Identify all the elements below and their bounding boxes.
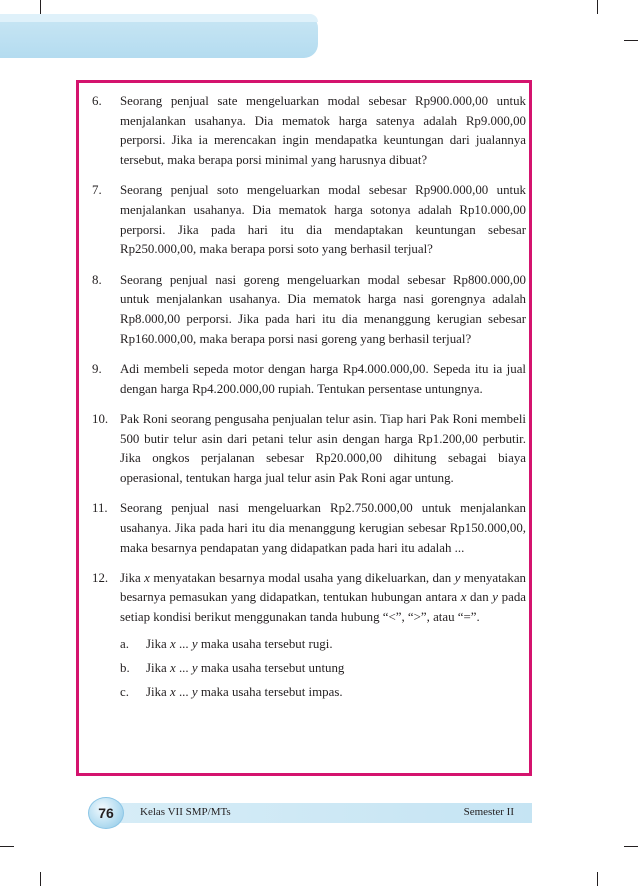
problem-number: 12. xyxy=(92,570,109,585)
problem-number: 7. xyxy=(92,183,102,198)
problem-text: Seorang penjual nasi goreng mengeluarkan modal sebesar Rp800.000,00 untuk menjalankan usahanya. Dia mematok harga nasi gorengnya adalah Rp8.000,00 perporsi. Jika pada hari itu dia menanggung kerugian sebesar Rp160.000,00, maka berapa porsi nasi goreng yang berhasil terjual? xyxy=(120,272,526,346)
problem-number: 10. xyxy=(92,411,109,426)
problem-item xyxy=(92,410,526,489)
sub-question xyxy=(120,634,526,654)
sub-question-text: ... xyxy=(175,660,192,675)
exercise-list xyxy=(92,92,526,706)
header-band-highlight xyxy=(0,14,318,22)
sub-question-text: maka usaha tersebut untung xyxy=(197,660,345,675)
problem-text-part: menyatakan besarnya pemasukan yang didapatkan, tentukan hubungan antara xyxy=(120,570,526,605)
problem-text: Adi membeli sepeda motor dengan harga Rp4.000.000,00. Sepeda itu ia jual dengan harga Rp4.200.000,00 rupiah. Tentukan persentase untungnya. xyxy=(120,361,526,396)
variable-y: y xyxy=(191,636,198,651)
sub-question-text: Jika xyxy=(146,660,170,675)
sub-question-text: ... xyxy=(175,636,192,651)
problem-text-part: Jika xyxy=(120,570,145,585)
variable-x: x xyxy=(460,590,467,605)
problem-number: 8. xyxy=(92,272,102,287)
sub-question-letter: c. xyxy=(120,684,129,699)
problem-item xyxy=(92,271,526,350)
problem-item xyxy=(92,181,526,260)
variable-y: y xyxy=(454,570,461,585)
problem-text xyxy=(120,569,526,706)
crop-mark xyxy=(624,40,638,41)
problem-number: 11. xyxy=(92,501,108,516)
variable-x: x xyxy=(170,636,176,651)
sub-question-list xyxy=(120,634,526,702)
sub-question-letter: b. xyxy=(120,660,130,675)
sub-question xyxy=(120,658,526,678)
sub-question-text: Jika xyxy=(146,636,170,651)
variable-y: y xyxy=(492,590,499,605)
footer-semester: Semester II xyxy=(463,806,514,818)
sub-question-text: Jika xyxy=(146,684,170,699)
problem-text: Seorang penjual nasi mengeluarkan Rp2.750.000,00 untuk menjalankan usahanya. Jika pada hari itu dia menanggung kerugian sebesar Rp150.000,00, maka besarnya pendapatan yang didapatkan pada hari itu adalah ... xyxy=(120,501,526,555)
problem-text: Pak Roni seorang pengusaha penjualan telur asin. Tiap hari Pak Roni membeli 500 butir telur asin dari petani telur asin dengan harga Rp1.200,00 perbutir. Jika ongkos perjalanan sebesar Rp20.000,00 dihitung sebagai biaya operasional, tentukan harga jual telur asin Pak Roni agar untung. xyxy=(120,411,526,485)
problem-text: Seorang penjual soto mengeluarkan modal sebesar Rp900.000,00 untuk menjalankan usahanya. Dia mematok harga sotonya adalah Rp10.000,00 perporsi. Jika pada hari itu dia mendaptakan keuntungan sebesar Rp250.000,00, maka berapa porsi soto yang berhasil terjual? xyxy=(120,183,526,257)
problem-item xyxy=(92,360,526,399)
crop-mark xyxy=(40,872,41,886)
problem-text-part: pada setiap kondisi berikut menggunakan tanda hubung “<”, “>”, atau “=”. xyxy=(120,590,526,625)
page-number: 76 xyxy=(88,797,124,829)
variable-y: y xyxy=(191,684,198,699)
variable-y: y xyxy=(191,660,198,675)
problem-item xyxy=(92,499,526,558)
sub-question-text: maka usaha tersebut rugi. xyxy=(197,636,333,651)
crop-mark xyxy=(597,0,598,14)
problem-text-part: dan xyxy=(466,590,493,605)
variable-x: x xyxy=(144,570,150,585)
crop-mark xyxy=(624,846,638,847)
sub-question-text: ... xyxy=(175,684,192,699)
problem-number: 9. xyxy=(92,361,102,376)
variable-x: x xyxy=(170,660,176,675)
sub-question-text: maka usaha tersebut impas. xyxy=(197,684,343,699)
sub-question xyxy=(120,682,526,702)
problem-item xyxy=(92,569,526,706)
variable-x: x xyxy=(170,684,176,699)
sub-question-letter: a. xyxy=(120,636,129,651)
footer-book-title: Kelas VII SMP/MTs xyxy=(140,806,231,818)
crop-mark xyxy=(597,872,598,886)
problem-number: 6. xyxy=(92,94,102,108)
problem-text-part: menyatakan besarnya modal usaha yang dikeluarkan, dan xyxy=(149,570,455,585)
crop-mark xyxy=(0,846,14,847)
crop-mark xyxy=(40,0,41,14)
problem-text: Seorang penjual sate mengeluarkan modal sebesar Rp900.000,00 untuk menjalankan usahanya. Dia mematok harga satenya adalah Rp9.000,00 perporsi. Jika ia merencakan ingin mendapatka keuntungan dari jualannya tersebut, maka berapa porsi minimal yang harusnya dibuat? xyxy=(120,94,526,168)
problem-item xyxy=(92,92,526,171)
